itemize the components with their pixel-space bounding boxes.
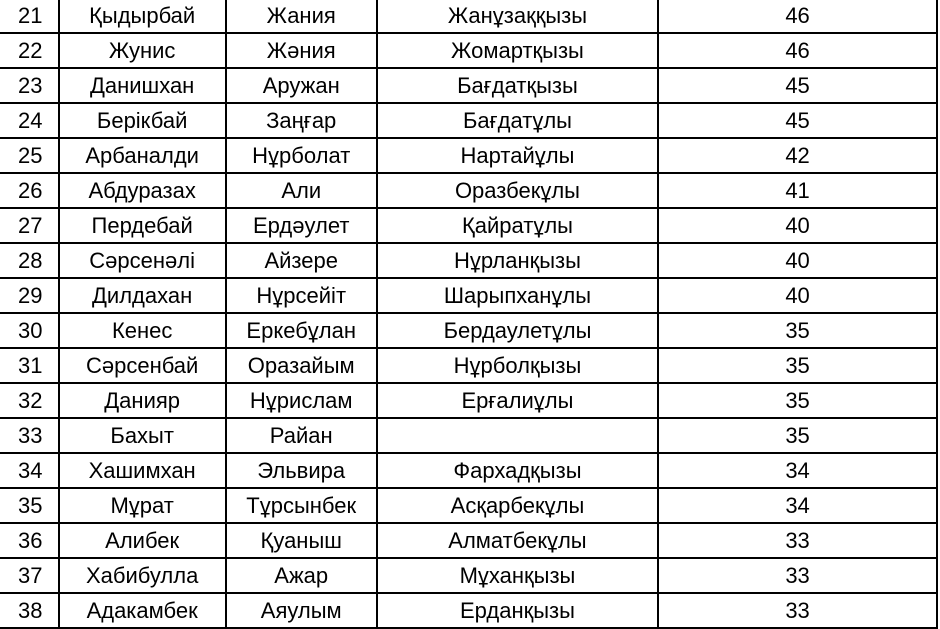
surname-cell: Кенес [59,313,226,348]
table-row [0,523,937,558]
table-row [0,103,937,138]
row-number-cell: 34 [0,453,59,488]
name-cell: Райан [226,418,377,453]
score-cell: 33 [658,593,937,628]
patronymic-cell: Нұрболқызы [377,348,658,383]
score-cell: 35 [658,418,937,453]
row-number-cell: 32 [0,383,59,418]
row-number-cell: 22 [0,33,59,68]
row-number-cell: 24 [0,103,59,138]
score-cell: 45 [658,68,937,103]
table-row [0,278,937,313]
patronymic-cell: Бағдатұлы [377,103,658,138]
table-row [0,33,937,68]
score-cell: 34 [658,488,937,523]
surname-cell: Пердебай [59,208,226,243]
table-row [0,488,937,523]
row-number-cell: 23 [0,68,59,103]
row-number-cell: 25 [0,138,59,173]
name-cell: Жания [226,0,377,33]
name-cell: Жәния [226,33,377,68]
name-cell: Нұрболат [226,138,377,173]
surname-cell: Дилдахан [59,278,226,313]
surname-cell: Алибек [59,523,226,558]
patronymic-cell: Қайратұлы [377,208,658,243]
surname-cell: Хабибулла [59,558,226,593]
table-row [0,383,937,418]
surname-cell: Арбаналди [59,138,226,173]
patronymic-cell: Асқарбекұлы [377,488,658,523]
surname-cell: Сәрсенәлі [59,243,226,278]
table-row [0,558,937,593]
row-number-cell: 27 [0,208,59,243]
score-cell: 42 [658,138,937,173]
surname-cell: Мұрат [59,488,226,523]
table-row [0,0,937,33]
score-cell: 34 [658,453,937,488]
patronymic-cell: Жомартқызы [377,33,658,68]
score-cell: 45 [658,103,937,138]
name-cell: Эльвира [226,453,377,488]
row-number-cell: 31 [0,348,59,383]
table-row [0,418,937,453]
patronymic-cell: Нұрланқызы [377,243,658,278]
name-cell: Нұрсейіт [226,278,377,313]
name-cell: Ердәулет [226,208,377,243]
patronymic-cell: Шарыпханұлы [377,278,658,313]
table-row [0,593,937,628]
row-number-cell: 28 [0,243,59,278]
name-cell: Али [226,173,377,208]
name-cell: Аружан [226,68,377,103]
row-number-cell: 30 [0,313,59,348]
patronymic-cell: Алматбекұлы [377,523,658,558]
row-number-cell: 21 [0,0,59,33]
patronymic-cell: Бағдатқызы [377,68,658,103]
surname-cell: Жунис [59,33,226,68]
surname-cell: Адакамбек [59,593,226,628]
score-cell: 40 [658,243,937,278]
name-cell: Еркебұлан [226,313,377,348]
table-row [0,348,937,383]
table-row [0,208,937,243]
table-row [0,138,937,173]
row-number-cell: 29 [0,278,59,313]
name-cell: Айзере [226,243,377,278]
surname-cell: Абдуразах [59,173,226,208]
table-row [0,243,937,278]
row-number-cell: 36 [0,523,59,558]
row-number-cell: 38 [0,593,59,628]
surname-cell: Данишхан [59,68,226,103]
surname-cell: Бахыт [59,418,226,453]
score-cell: 33 [658,558,937,593]
name-cell: Ажар [226,558,377,593]
patronymic-cell: Ерғалиұлы [377,383,658,418]
patronymic-cell: Бердаулетұлы [377,313,658,348]
surname-cell: Берікбай [59,103,226,138]
patronymic-cell: Мұханқызы [377,558,658,593]
score-cell: 35 [658,348,937,383]
name-cell: Аяулым [226,593,377,628]
name-cell: Оразайым [226,348,377,383]
patronymic-cell: Фархадқызы [377,453,658,488]
score-cell: 35 [658,383,937,418]
patronymic-cell: Оразбекұлы [377,173,658,208]
row-number-cell: 33 [0,418,59,453]
surname-cell: Хашимхан [59,453,226,488]
table-row [0,313,937,348]
patronymic-cell: Жанұзаққызы [377,0,658,33]
score-cell: 40 [658,278,937,313]
row-number-cell: 37 [0,558,59,593]
patronymic-cell: Ерданқызы [377,593,658,628]
name-cell: Тұрсынбек [226,488,377,523]
surname-cell: Сәрсенбай [59,348,226,383]
score-cell: 41 [658,173,937,208]
table-row [0,453,937,488]
score-cell: 46 [658,33,937,68]
score-cell: 46 [658,0,937,33]
surname-cell: Данияр [59,383,226,418]
name-cell: Қуаныш [226,523,377,558]
score-cell: 33 [658,523,937,558]
name-cell: Нұрислам [226,383,377,418]
table-row [0,173,937,208]
patronymic-cell [377,418,658,453]
table-row [0,68,937,103]
name-cell: Заңғар [226,103,377,138]
row-number-cell: 26 [0,173,59,208]
score-cell: 40 [658,208,937,243]
score-cell: 35 [658,313,937,348]
row-number-cell: 35 [0,488,59,523]
surname-cell: Қыдырбай [59,0,226,33]
patronymic-cell: Нартайұлы [377,138,658,173]
